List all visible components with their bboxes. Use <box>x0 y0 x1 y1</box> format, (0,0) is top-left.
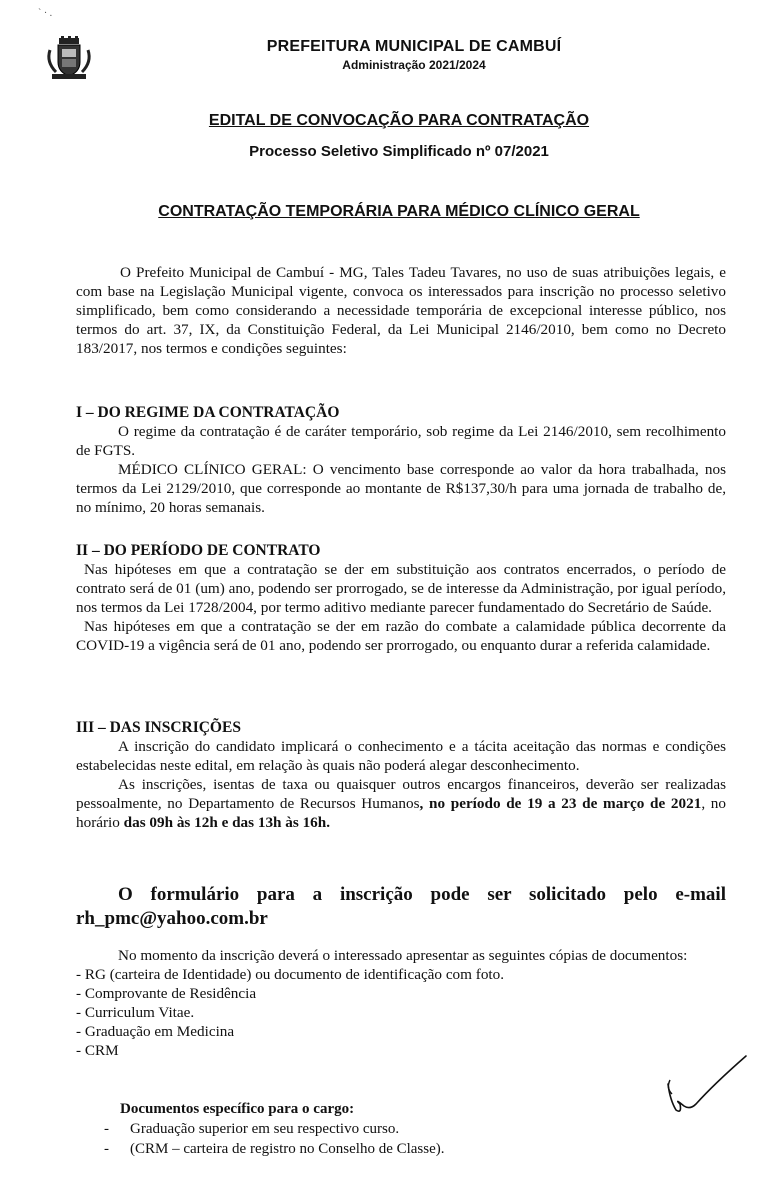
section-periodo <box>76 541 726 655</box>
inscricoes-period: , no período de 19 a 23 de março de 2021 <box>419 795 702 812</box>
list-item: - CRM <box>76 1042 119 1059</box>
list-item <box>104 1119 445 1139</box>
section-inscricoes <box>76 718 726 832</box>
intro-block <box>76 263 726 358</box>
section-paragraph: Nas hipóteses em que a contratação se der em razão do combate a calamidade pública decorrente da COVID-19 a vigência será de 01 ano, podendo ser prorrogado, ou enquanto durar a referida calamidade. <box>76 618 726 654</box>
section-paragraph: A inscrição do candidato implicará o conhecimento e a tácita aceitação das normas e condições estabelecidas neste edital, em relação às quais não poderá alegar desconhecimento. <box>76 738 726 774</box>
list-item-text: (CRM – carteira de registro no Conselho de Classe). <box>130 1141 445 1157</box>
list-bullet: - <box>104 1141 109 1157</box>
list-bullet: - <box>104 1121 109 1137</box>
header-subtitle: Administração 2021/2024 <box>342 58 486 72</box>
list-item: - Curriculum Vitae. <box>76 1004 195 1021</box>
documents-list <box>76 965 726 1060</box>
form-notice: O formulário para a inscrição pode ser solicitado pelo e-mail rh_pmc@yahoo.com.br <box>76 884 726 929</box>
section-paragraph <box>76 775 726 832</box>
inscricoes-text: As inscrições, isentas de taxa ou quaisquer outros encargos financeiros, deverão ser realizadas pessoalmente, no Departamento de Recursos Humanos <box>76 776 726 812</box>
list-item: - Graduação em Medicina <box>76 1023 235 1040</box>
edital-title: EDITAL DE CONVOCAÇÃO PARA CONTRATAÇÃO <box>208 112 590 129</box>
section-paragraph: O regime da contratação é de caráter temporário, sob regime da Lei 2146/2010, sem recolhimento de FGTS. <box>76 423 726 459</box>
list-item: - Comprovante de Residência <box>76 985 257 1002</box>
documents-intro: No momento da inscrição deverá o interessado apresentar as seguintes cópias de documentos: <box>118 947 688 964</box>
section-heading: I – DO REGIME DA CONTRATAÇÃO <box>76 404 340 421</box>
section-paragraph: MÉDICO CLÍNICO GERAL: O vencimento base corresponde ao valor da hora trabalhada, nos termos da Lei 2129/2010, que corresponde ao montante de R$137,30/h para uma jornada de trabalho de, no mínimo, 20 horas semanais. <box>76 461 726 516</box>
list-item: - RG (carteira de Identidade) ou documento de identificação com foto. <box>76 966 505 983</box>
specific-docs-heading: Documentos específico para o cargo: <box>120 1101 355 1117</box>
section-paragraph: Nas hipóteses em que a contratação se der em substituição aos contratos encerrados, o período de contrato será de 01 (um) ano, podendo ser prorrogado, se de interesse da Administração, por igual período, nos termos da Lei 1728/2004, por termo aditivo mediante parecer fundamentado do Secretário de Saúde. <box>76 561 726 616</box>
intro-paragraph: O Prefeito Municipal de Cambuí - MG, Tales Tadeu Tavares, no uso de suas atribuições legais, e com base na Legislação Municipal vigente, convoca os interessados para inscrição no processo seletivo simplificado, bem como considerando a necessidade temporária de excepcional interesse público, nos termos do art. 37, IX, da Constituição Federal, da Lei Municipal 2146/2010, bem como no Decreto 183/2017, nos termos e condições seguintes: <box>76 264 726 357</box>
list-item-text: Graduação superior em seu respectivo curso. <box>130 1121 400 1137</box>
scan-marks: ` · . <box>38 8 53 19</box>
documents-block <box>76 946 726 1060</box>
section-heading: III – DAS INSCRIÇÕES <box>76 719 241 736</box>
specific-docs-list <box>104 1119 445 1159</box>
inscricoes-hours: das 09h às 12h e das 13h às 16h. <box>123 814 331 831</box>
section-heading: II – DO PERÍODO DE CONTRATO <box>76 542 321 559</box>
list-item <box>104 1139 445 1159</box>
signature-icon <box>660 1054 750 1120</box>
header-title: PREFEITURA MUNICIPAL DE CAMBUÍ <box>266 38 562 55</box>
inscricoes-text: , no horário <box>76 795 726 831</box>
contratacao-title: CONTRATAÇÃO TEMPORÁRIA PARA MÉDICO CLÍNICO GERAL <box>158 203 640 220</box>
processo-title: Processo Seletivo Simplificado nº 07/2021 <box>249 143 549 160</box>
section-regime <box>76 403 726 517</box>
